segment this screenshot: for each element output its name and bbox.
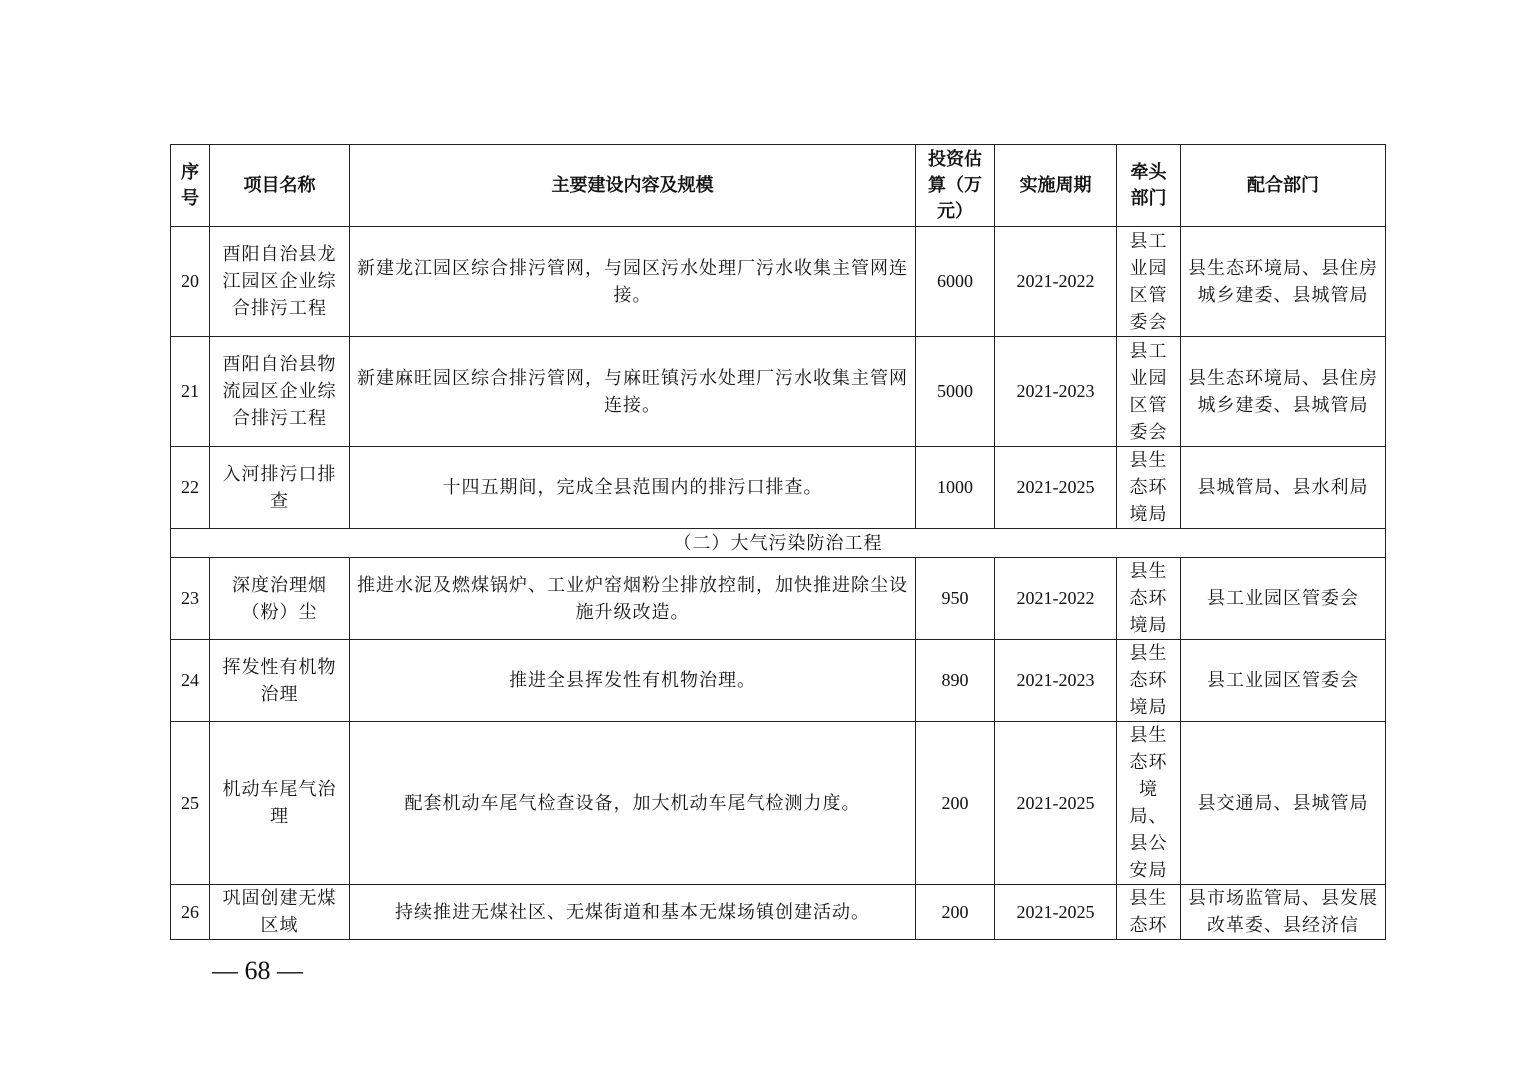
- row-name: 机动车尾气治理: [210, 722, 350, 885]
- table-row: [171, 558, 1386, 640]
- header-row: [171, 145, 1386, 227]
- row-content: 十四五期间，完成全县范围内的排污口排查。: [350, 447, 916, 529]
- row-name: 挥发性有机物治理: [210, 640, 350, 722]
- header-period: 实施周期: [995, 145, 1117, 227]
- row-coop: 县工业园区管委会: [1181, 640, 1386, 722]
- row-no: 20: [171, 227, 210, 337]
- row-content: 新建龙江园区综合排污管网，与园区污水处理厂污水收集主管网连接。: [350, 227, 916, 337]
- table-row: [171, 722, 1386, 885]
- section-title: （二）大气污染防治工程: [171, 529, 1386, 558]
- row-period: 2021-2022: [995, 227, 1117, 337]
- row-name: 酉阳自治县龙江园区企业综合排污工程: [210, 227, 350, 337]
- header-investment: 投资估算（万元）: [916, 145, 995, 227]
- project-table: [170, 144, 1386, 940]
- row-investment: 200: [916, 885, 995, 940]
- header-no: 序号: [171, 145, 210, 227]
- row-no: 25: [171, 722, 210, 885]
- row-lead: 县工业园区管委会: [1117, 227, 1181, 337]
- row-period: 2021-2023: [995, 640, 1117, 722]
- row-name: 巩固创建无煤区域: [210, 885, 350, 940]
- header-name: 项目名称: [210, 145, 350, 227]
- row-coop: 县工业园区管委会: [1181, 558, 1386, 640]
- row-name: 深度治理烟（粉）尘: [210, 558, 350, 640]
- row-investment: 6000: [916, 227, 995, 337]
- row-lead: 县生态环境局: [1117, 640, 1181, 722]
- row-name: 入河排污口排查: [210, 447, 350, 529]
- row-investment: 890: [916, 640, 995, 722]
- row-content: 新建麻旺园区综合排污管网，与麻旺镇污水处理厂污水收集主管网连接。: [350, 337, 916, 447]
- row-period: 2021-2022: [995, 558, 1117, 640]
- row-investment: 950: [916, 558, 995, 640]
- row-coop: 县交通局、县城管局: [1181, 722, 1386, 885]
- row-period: 2021-2025: [995, 885, 1117, 940]
- header-coop: 配合部门: [1181, 145, 1386, 227]
- row-content: 推进全县挥发性有机物治理。: [350, 640, 916, 722]
- row-period: 2021-2023: [995, 337, 1117, 447]
- row-no: 21: [171, 337, 210, 447]
- row-lead: 县生态环: [1117, 885, 1181, 940]
- row-investment: 1000: [916, 447, 995, 529]
- row-lead: 县生态环境局、县公安局: [1117, 722, 1181, 885]
- table-row: [171, 640, 1386, 722]
- row-lead: 县生态环境局: [1117, 558, 1181, 640]
- table-row: [171, 447, 1386, 529]
- row-no: 22: [171, 447, 210, 529]
- row-coop: 县生态环境局、县住房城乡建委、县城管局: [1181, 227, 1386, 337]
- row-investment: 5000: [916, 337, 995, 447]
- row-lead: 县生态环境局: [1117, 447, 1181, 529]
- row-no: 23: [171, 558, 210, 640]
- row-content: 持续推进无煤社区、无煤街道和基本无煤场镇创建活动。: [350, 885, 916, 940]
- page-number: — 68 —: [212, 956, 303, 985]
- row-investment: 200: [916, 722, 995, 885]
- table-row: [171, 337, 1386, 447]
- row-no: 24: [171, 640, 210, 722]
- row-content: 配套机动车尾气检查设备，加大机动车尾气检测力度。: [350, 722, 916, 885]
- row-coop: 县生态环境局、县住房城乡建委、县城管局: [1181, 337, 1386, 447]
- row-coop: 县城管局、县水利局: [1181, 447, 1386, 529]
- header-lead: 牵头部门: [1117, 145, 1181, 227]
- table-row: [171, 885, 1386, 940]
- table-row: [171, 227, 1386, 337]
- row-period: 2021-2025: [995, 722, 1117, 885]
- section-row: [171, 529, 1386, 558]
- row-no: 26: [171, 885, 210, 940]
- row-content: 推进水泥及燃煤锅炉、工业炉窑烟粉尘排放控制，加快推进除尘设施升级改造。: [350, 558, 916, 640]
- row-coop: 县市场监管局、县发展改革委、县经济信: [1181, 885, 1386, 940]
- row-lead: 县工业园区管委会: [1117, 337, 1181, 447]
- row-period: 2021-2025: [995, 447, 1117, 529]
- row-name: 酉阳自治县物流园区企业综合排污工程: [210, 337, 350, 447]
- header-content: 主要建设内容及规模: [350, 145, 916, 227]
